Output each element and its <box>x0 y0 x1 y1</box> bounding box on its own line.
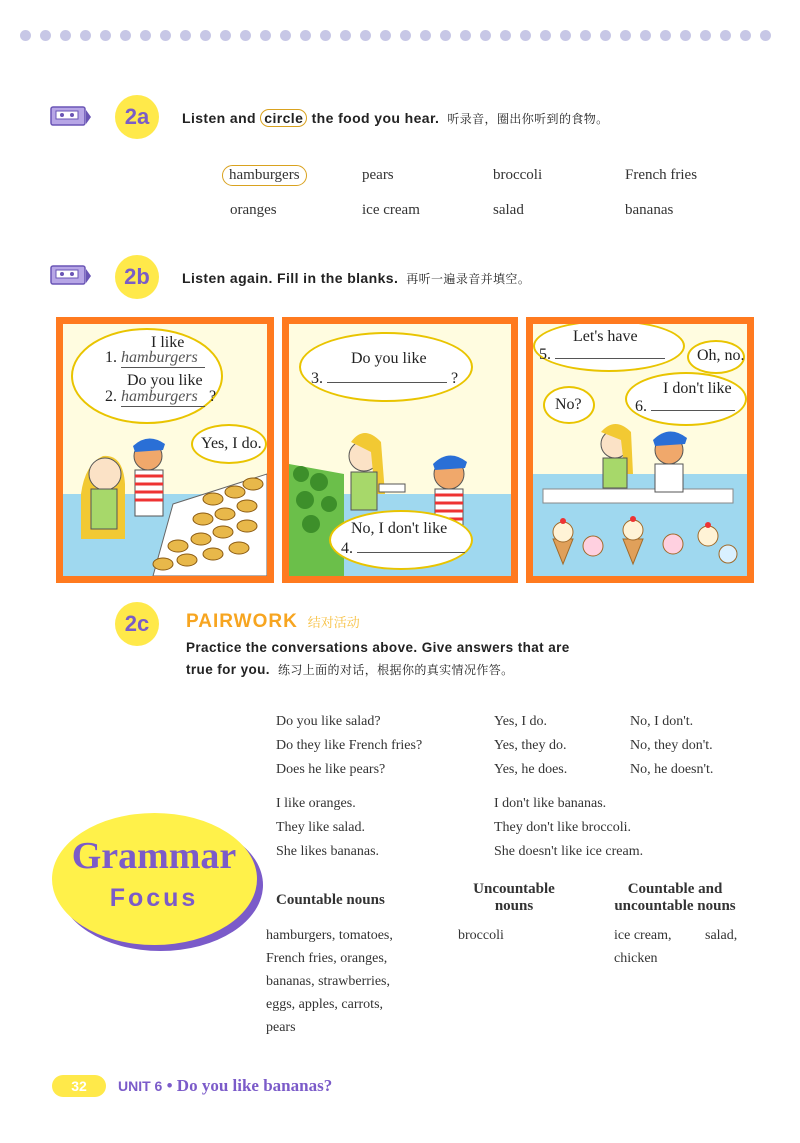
both-nouns: salad, <box>705 928 738 943</box>
decorative-dot <box>560 30 571 41</box>
bubble-text: 3. ? <box>311 370 459 387</box>
decorative-dot <box>540 30 551 41</box>
decorative-dot <box>380 30 391 41</box>
decorative-dot <box>200 30 211 41</box>
decorative-dot <box>300 30 311 41</box>
heading-countable: Countable nouns <box>276 892 385 908</box>
decorative-dot <box>20 30 31 41</box>
bubble-text: Do you like <box>127 372 203 389</box>
decorative-dot <box>520 30 531 41</box>
decorative-dot <box>740 30 751 41</box>
bubble-text: 6. <box>635 398 735 416</box>
bubble-text: I don't like <box>663 380 732 397</box>
gf-no-answer: No, he doesn't. <box>630 762 714 777</box>
pairwork-title: PAIRWORK 结对活动 <box>186 611 360 632</box>
gf-no-answer: No, I don't. <box>630 714 694 729</box>
grammar-focus-title: Grammar <box>71 835 237 877</box>
decorative-dot <box>40 30 51 41</box>
decorative-dot <box>720 30 731 41</box>
decorative-dot <box>480 30 491 41</box>
bubble-text: Do you like <box>351 350 427 367</box>
decorative-dot <box>180 30 191 41</box>
gf-yes-answer: Yes, he does. <box>494 762 568 777</box>
word-salad[interactable]: salad <box>493 202 524 218</box>
word-hamburgers[interactable]: hamburgers <box>222 165 307 186</box>
decorative-dot <box>140 30 151 41</box>
decorative-dot <box>600 30 611 41</box>
decorative-dot <box>340 30 351 41</box>
countable-nouns-line: bananas, strawberries, <box>266 974 391 989</box>
bubble-text: No? <box>555 396 582 413</box>
decorative-dot <box>100 30 111 41</box>
gf-dislike-sentence: She doesn't like ice cream. <box>494 844 644 859</box>
bubble-text: 1. hamburgers <box>105 349 205 368</box>
gf-yes-answer: Yes, I do. <box>494 714 548 729</box>
cassette-icon <box>50 265 92 287</box>
exercise-number-2c: 2c <box>115 602 159 646</box>
decorative-dot <box>60 30 71 41</box>
cassette-icon <box>50 106 92 128</box>
decorative-dot <box>400 30 411 41</box>
decorative-dot <box>80 30 91 41</box>
word-bananas[interactable]: bananas <box>625 202 674 218</box>
instruction-2c-line1: Practice the conversations above. Give answers that are <box>186 640 570 655</box>
heading-uncountable: Uncountable nouns <box>473 881 555 914</box>
instruction-2c-line2: true for you. 练习上面的对话，根据你的真实情况作答。 <box>186 662 514 677</box>
gf-question: Does he like pears? <box>276 762 386 777</box>
decorative-dot <box>700 30 711 41</box>
bubble-text: Oh, no. <box>697 347 745 364</box>
comic-panel-3 <box>526 317 754 583</box>
decorative-dot <box>360 30 371 41</box>
decorative-dot <box>620 30 631 41</box>
decorative-dot <box>220 30 231 41</box>
decorative-dot <box>640 30 651 41</box>
gf-question: Do you like salad? <box>276 714 381 729</box>
word-oranges[interactable]: oranges <box>230 202 277 218</box>
exercise-number-2b: 2b <box>115 255 159 299</box>
gf-like-sentence: I like oranges. <box>276 796 356 811</box>
gf-like-sentence: She likes bananas. <box>276 844 380 859</box>
both-nouns: ice cream, <box>614 928 672 943</box>
word-ice-cream[interactable]: ice cream <box>362 202 420 218</box>
decorative-dot <box>580 30 591 41</box>
decorative-dot <box>320 30 331 41</box>
bubble-text: I like <box>151 334 185 351</box>
bubble-text: Let's have <box>573 328 638 345</box>
answer-2: hamburgers <box>121 388 205 407</box>
footer-unit-title: UNIT 6 • Do you like bananas? <box>118 1076 333 1095</box>
decorative-dot <box>420 30 431 41</box>
decorative-dot <box>160 30 171 41</box>
grammar-focus-subtitle: Focus <box>109 884 199 912</box>
answer-1: hamburgers <box>121 349 205 368</box>
comic-panel-1 <box>56 317 274 583</box>
decorative-dot <box>120 30 131 41</box>
page-number: 32 <box>52 1075 106 1097</box>
bubble-text: Yes, I do. <box>201 435 262 452</box>
exercise-number-2a: 2a <box>115 95 159 139</box>
countable-nouns-line: hamburgers, tomatoes, <box>266 928 393 943</box>
heading-countable-uncountable: Countable and uncountable nouns <box>614 881 736 914</box>
bubble-text: 5. <box>539 346 665 364</box>
gf-like-sentence: They like salad. <box>276 820 366 835</box>
word-broccoli[interactable]: broccoli <box>493 167 543 183</box>
decorative-dot <box>240 30 251 41</box>
decorative-dot <box>500 30 511 41</box>
circle-word: circle <box>260 109 307 127</box>
uncountable-nouns: broccoli <box>458 928 504 943</box>
gf-question: Do they like French fries? <box>276 738 423 753</box>
gf-no-answer: No, they don't. <box>630 738 713 753</box>
countable-nouns-line: French fries, oranges, <box>266 951 388 966</box>
instruction-2a: Listen and circle the food you hear. 听录音，圈出你听到的食物。 <box>182 110 609 126</box>
gf-dislike-sentence: They don't like broccoli. <box>494 820 632 835</box>
comic-panel-2 <box>282 317 518 583</box>
decorative-dot <box>760 30 771 41</box>
grammar-focus-badge <box>52 813 257 945</box>
bubble-text: No, I don't like <box>351 520 448 537</box>
countable-nouns-line: pears <box>266 1020 296 1035</box>
decorative-dot <box>440 30 451 41</box>
bubble-text: 4. <box>341 540 465 558</box>
instruction-2b: Listen again. Fill in the blanks. 再听一遍录音并填空。 <box>182 270 531 286</box>
both-nouns: chicken <box>614 951 658 966</box>
word-pears[interactable]: pears <box>362 167 394 183</box>
decorative-dot <box>460 30 471 41</box>
decorative-dot <box>280 30 291 41</box>
decorative-dot <box>660 30 671 41</box>
decorative-dot <box>680 30 691 41</box>
word-french-fries[interactable]: French fries <box>625 167 698 183</box>
decorative-dot <box>260 30 271 41</box>
bubble-text: 2. hamburgers ? <box>105 388 217 405</box>
gf-yes-answer: Yes, they do. <box>494 738 567 753</box>
top-dot-border <box>20 30 790 42</box>
gf-dislike-sentence: I don't like bananas. <box>494 796 607 811</box>
countable-nouns-line: eggs, apples, carrots, <box>266 997 384 1012</box>
